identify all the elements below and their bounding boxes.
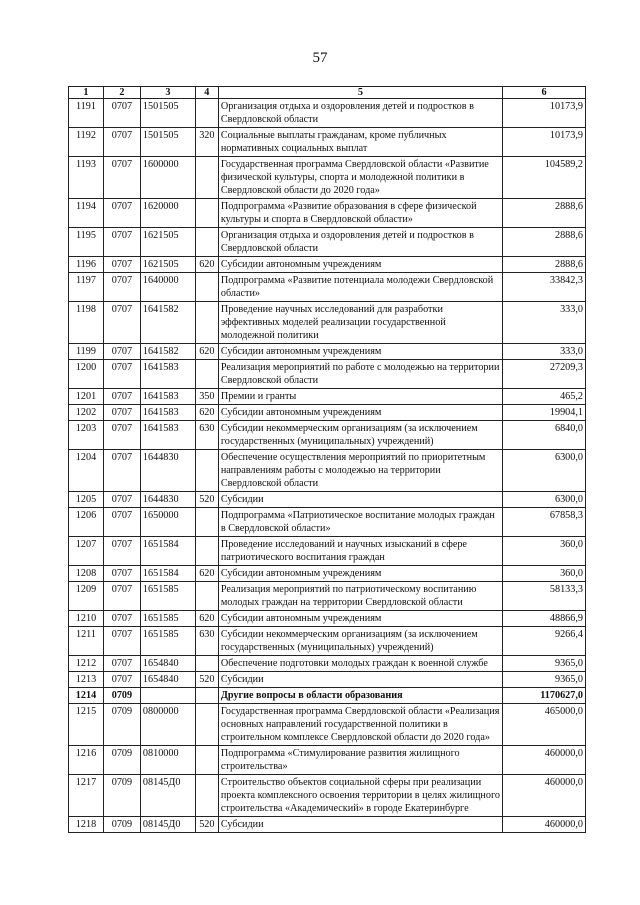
- expense-type-code-cell: 320: [195, 128, 218, 157]
- target-article-code-cell: 1654840: [140, 672, 195, 688]
- amount-cell: 360,0: [503, 566, 586, 582]
- table-row: [69, 704, 586, 746]
- section-code-cell: 0707: [103, 611, 140, 627]
- section-code-cell: 0707: [103, 656, 140, 672]
- expense-type-code-cell: 620: [195, 257, 218, 273]
- target-article-code-cell: 0800000: [140, 704, 195, 746]
- table-row: [69, 302, 586, 344]
- expense-type-code-cell: [195, 508, 218, 537]
- row-number-cell: 1212: [69, 656, 104, 672]
- section-code-cell: 0707: [103, 273, 140, 302]
- section-code-cell: 0707: [103, 389, 140, 405]
- amount-cell: 33842,3: [503, 273, 586, 302]
- item-name-cell: Обеспечение подготовки молодых граждан к военной службе: [218, 656, 502, 672]
- item-name-cell: Социальные выплаты гражданам, кроме публичных нормативных социальных выплат: [218, 128, 502, 157]
- item-name-cell: Субсидии автономным учреждениям: [218, 566, 502, 582]
- amount-cell: 360,0: [503, 537, 586, 566]
- expense-type-code-cell: [195, 302, 218, 344]
- table-row: [69, 405, 586, 421]
- target-article-code-cell: 1654840: [140, 656, 195, 672]
- target-article-code-cell: 1651584: [140, 566, 195, 582]
- amount-cell: 104589,2: [503, 157, 586, 199]
- row-number-cell: 1197: [69, 273, 104, 302]
- amount-cell: 67858,3: [503, 508, 586, 537]
- row-number-cell: 1208: [69, 566, 104, 582]
- target-article-code-cell: 1650000: [140, 508, 195, 537]
- target-article-code-cell: 1641583: [140, 421, 195, 450]
- item-name-cell: Государственная программа Свердловской области «Реализация основных направлений государственной политики в строительном комплексе Свердловской области до 2020 года»: [218, 704, 502, 746]
- column-header: 1: [69, 87, 104, 99]
- row-number-cell: 1210: [69, 611, 104, 627]
- row-number-cell: 1214: [69, 688, 104, 704]
- target-article-code-cell: 1651584: [140, 537, 195, 566]
- section-code-cell: 0707: [103, 492, 140, 508]
- row-number-cell: 1195: [69, 228, 104, 257]
- item-name-cell: Субсидии: [218, 492, 502, 508]
- budget-table: [68, 86, 586, 833]
- table-row: [69, 199, 586, 228]
- column-header: 5: [218, 87, 502, 99]
- column-header: 3: [140, 87, 195, 99]
- item-name-cell: Подпрограмма «Развитие образования в сфере физической культуры и спорта в Свердловской области»: [218, 199, 502, 228]
- section-code-cell: 0707: [103, 508, 140, 537]
- section-code-cell: 0709: [103, 704, 140, 746]
- table-row: [69, 421, 586, 450]
- item-name-cell: Подпрограмма «Стимулирование развития жилищного строительства»: [218, 746, 502, 775]
- item-name-cell: Строительство объектов социальной сферы при реализации проекта комплексного освоения территории в целях жилищного строительства «Академический» в городе Екатеринбурге: [218, 775, 502, 817]
- amount-cell: 6840,0: [503, 421, 586, 450]
- row-number-cell: 1193: [69, 157, 104, 199]
- row-number-cell: 1199: [69, 344, 104, 360]
- table-row: [69, 688, 586, 704]
- item-name-cell: Субсидии автономным учреждениям: [218, 344, 502, 360]
- target-article-code-cell: 1641583: [140, 405, 195, 421]
- expense-type-code-cell: 520: [195, 672, 218, 688]
- row-number-cell: 1192: [69, 128, 104, 157]
- amount-cell: 58133,3: [503, 582, 586, 611]
- item-name-cell: Организация отдыха и оздоровления детей и подростков в Свердловской области: [218, 228, 502, 257]
- item-name-cell: Субсидии автономным учреждениям: [218, 257, 502, 273]
- target-article-code-cell: 1641583: [140, 360, 195, 389]
- section-code-cell: 0709: [103, 688, 140, 704]
- expense-type-code-cell: [195, 273, 218, 302]
- item-name-cell: Подпрограмма «Патриотическое воспитание молодых граждан в Свердловской области»: [218, 508, 502, 537]
- target-article-code-cell: 1621505: [140, 228, 195, 257]
- row-number-cell: 1217: [69, 775, 104, 817]
- amount-cell: 27209,3: [503, 360, 586, 389]
- expense-type-code-cell: [195, 450, 218, 492]
- table-row: [69, 627, 586, 656]
- table-row: [69, 228, 586, 257]
- section-code-cell: 0707: [103, 582, 140, 611]
- item-name-cell: Субсидии автономным учреждениям: [218, 611, 502, 627]
- target-article-code-cell: 1644830: [140, 450, 195, 492]
- amount-cell: 460000,0: [503, 746, 586, 775]
- expense-type-code-cell: [195, 157, 218, 199]
- amount-cell: 2888,6: [503, 199, 586, 228]
- table-row: [69, 273, 586, 302]
- row-number-cell: 1216: [69, 746, 104, 775]
- section-code-cell: 0707: [103, 157, 140, 199]
- item-name-cell: Организация отдыха и оздоровления детей и подростков в Свердловской области: [218, 99, 502, 128]
- table-row: [69, 656, 586, 672]
- target-article-code-cell: 08145Д0: [140, 817, 195, 833]
- amount-cell: 10173,9: [503, 99, 586, 128]
- expense-type-code-cell: [195, 704, 218, 746]
- target-article-code-cell: 0810000: [140, 746, 195, 775]
- expense-type-code-cell: 520: [195, 817, 218, 833]
- row-number-cell: 1201: [69, 389, 104, 405]
- item-name-cell: Государственная программа Свердловской области «Развитие физической культуры, спорта и молодежной политики в Свердловской области до 2020 года»: [218, 157, 502, 199]
- expense-type-code-cell: 630: [195, 627, 218, 656]
- target-article-code-cell: 1641582: [140, 302, 195, 344]
- table-row: [69, 389, 586, 405]
- row-number-cell: 1200: [69, 360, 104, 389]
- item-name-cell: Обеспечение осуществления мероприятий по приоритетным направлениям работы с молодежью на территории Свердловской области: [218, 450, 502, 492]
- expense-type-code-cell: 620: [195, 344, 218, 360]
- row-number-cell: 1203: [69, 421, 104, 450]
- table-row: [69, 450, 586, 492]
- item-name-cell: Проведение исследований и научных изысканий в сфере патриотического воспитания граждан: [218, 537, 502, 566]
- item-name-cell: Подпрограмма «Развитие потенциала молодежи Свердловской области»: [218, 273, 502, 302]
- item-name-cell: Субсидии некоммерческим организациям (за исключением государственных (муниципальных) учреждений): [218, 421, 502, 450]
- table-row: [69, 537, 586, 566]
- section-code-cell: 0707: [103, 450, 140, 492]
- table-row: [69, 492, 586, 508]
- expense-type-code-cell: 630: [195, 421, 218, 450]
- expense-type-code-cell: 350: [195, 389, 218, 405]
- amount-cell: 333,0: [503, 344, 586, 360]
- column-header: 6: [503, 87, 586, 99]
- page-number: 57: [312, 50, 328, 66]
- amount-cell: 10173,9: [503, 128, 586, 157]
- amount-cell: 9365,0: [503, 672, 586, 688]
- table-row: [69, 611, 586, 627]
- amount-cell: 465,2: [503, 389, 586, 405]
- section-code-cell: 0709: [103, 775, 140, 817]
- table-row: [69, 128, 586, 157]
- target-article-code-cell: 1644830: [140, 492, 195, 508]
- section-code-cell: 0707: [103, 537, 140, 566]
- expense-type-code-cell: 620: [195, 405, 218, 421]
- expense-type-code-cell: [195, 537, 218, 566]
- expense-type-code-cell: [195, 199, 218, 228]
- row-number-cell: 1207: [69, 537, 104, 566]
- target-article-code-cell: 1641582: [140, 344, 195, 360]
- item-name-cell: Субсидии: [218, 817, 502, 833]
- target-article-code-cell: 1501505: [140, 128, 195, 157]
- table-row: [69, 99, 586, 128]
- expense-type-code-cell: 620: [195, 611, 218, 627]
- target-article-code-cell: 1641583: [140, 389, 195, 405]
- expense-type-code-cell: [195, 656, 218, 672]
- section-code-cell: 0709: [103, 817, 140, 833]
- row-number-cell: 1218: [69, 817, 104, 833]
- section-code-cell: 0707: [103, 672, 140, 688]
- table-row: [69, 344, 586, 360]
- target-article-code-cell: 1621505: [140, 257, 195, 273]
- amount-cell: 333,0: [503, 302, 586, 344]
- table-row: [69, 746, 586, 775]
- item-name-cell: Проведение научных исследований для разработки эффективных моделей реализации государственной молодежной политики: [218, 302, 502, 344]
- table-header-row: [69, 87, 586, 99]
- item-name-cell: Субсидии: [218, 672, 502, 688]
- amount-cell: 1170627,0: [503, 688, 586, 704]
- item-name-cell: Реализация мероприятий по патриотическому воспитанию молодых граждан на территории Свердловской области: [218, 582, 502, 611]
- item-name-cell: Субсидии автономным учреждениям: [218, 405, 502, 421]
- expense-type-code-cell: 520: [195, 492, 218, 508]
- row-number-cell: 1215: [69, 704, 104, 746]
- target-article-code-cell: 1640000: [140, 273, 195, 302]
- amount-cell: 9365,0: [503, 656, 586, 672]
- section-code-cell: 0707: [103, 627, 140, 656]
- expense-type-code-cell: [195, 746, 218, 775]
- target-article-code-cell: 1620000: [140, 199, 195, 228]
- target-article-code-cell: 1501505: [140, 99, 195, 128]
- column-header: 2: [103, 87, 140, 99]
- amount-cell: 460000,0: [503, 817, 586, 833]
- section-code-cell: 0707: [103, 257, 140, 273]
- expense-type-code-cell: 620: [195, 566, 218, 582]
- row-number-cell: 1191: [69, 99, 104, 128]
- section-code-cell: 0707: [103, 421, 140, 450]
- row-number-cell: 1213: [69, 672, 104, 688]
- amount-cell: 460000,0: [503, 775, 586, 817]
- row-number-cell: 1206: [69, 508, 104, 537]
- row-number-cell: 1194: [69, 199, 104, 228]
- row-number-cell: 1196: [69, 257, 104, 273]
- row-number-cell: 1202: [69, 405, 104, 421]
- table-row: [69, 360, 586, 389]
- amount-cell: 9266,4: [503, 627, 586, 656]
- section-code-cell: 0707: [103, 360, 140, 389]
- amount-cell: 48866,9: [503, 611, 586, 627]
- table-row: [69, 582, 586, 611]
- row-number-cell: 1205: [69, 492, 104, 508]
- amount-cell: 465000,0: [503, 704, 586, 746]
- table-row: [69, 566, 586, 582]
- column-header: 4: [195, 87, 218, 99]
- target-article-code-cell: 1600000: [140, 157, 195, 199]
- table-row: [69, 508, 586, 537]
- amount-cell: 19904,1: [503, 405, 586, 421]
- section-code-cell: 0707: [103, 199, 140, 228]
- table-row: [69, 817, 586, 833]
- expense-type-code-cell: [195, 228, 218, 257]
- expense-type-code-cell: [195, 360, 218, 389]
- target-article-code-cell: 1651585: [140, 611, 195, 627]
- amount-cell: 2888,6: [503, 228, 586, 257]
- target-article-code-cell: 1651585: [140, 627, 195, 656]
- section-code-cell: 0709: [103, 746, 140, 775]
- section-code-cell: 0707: [103, 228, 140, 257]
- table-row: [69, 257, 586, 273]
- item-name-cell: Субсидии некоммерческим организациям (за исключением государственных (муниципальных) учреждений): [218, 627, 502, 656]
- expense-type-code-cell: [195, 688, 218, 704]
- item-name-cell: Другие вопросы в области образования: [218, 688, 502, 704]
- expense-type-code-cell: [195, 99, 218, 128]
- table-row: [69, 775, 586, 817]
- amount-cell: 6300,0: [503, 450, 586, 492]
- row-number-cell: 1204: [69, 450, 104, 492]
- item-name-cell: Премии и гранты: [218, 389, 502, 405]
- item-name-cell: Реализация мероприятий по работе с молодежью на территории Свердловской области: [218, 360, 502, 389]
- expense-type-code-cell: [195, 775, 218, 817]
- row-number-cell: 1198: [69, 302, 104, 344]
- section-code-cell: 0707: [103, 99, 140, 128]
- section-code-cell: 0707: [103, 405, 140, 421]
- table-row: [69, 157, 586, 199]
- table-body: [69, 99, 586, 833]
- row-number-cell: 1211: [69, 627, 104, 656]
- row-number-cell: 1209: [69, 582, 104, 611]
- target-article-code-cell: [140, 688, 195, 704]
- amount-cell: 6300,0: [503, 492, 586, 508]
- section-code-cell: 0707: [103, 128, 140, 157]
- section-code-cell: 0707: [103, 302, 140, 344]
- amount-cell: 2888,6: [503, 257, 586, 273]
- target-article-code-cell: 1651585: [140, 582, 195, 611]
- target-article-code-cell: 08145Д0: [140, 775, 195, 817]
- section-code-cell: 0707: [103, 566, 140, 582]
- table-row: [69, 672, 586, 688]
- section-code-cell: 0707: [103, 344, 140, 360]
- expense-type-code-cell: [195, 582, 218, 611]
